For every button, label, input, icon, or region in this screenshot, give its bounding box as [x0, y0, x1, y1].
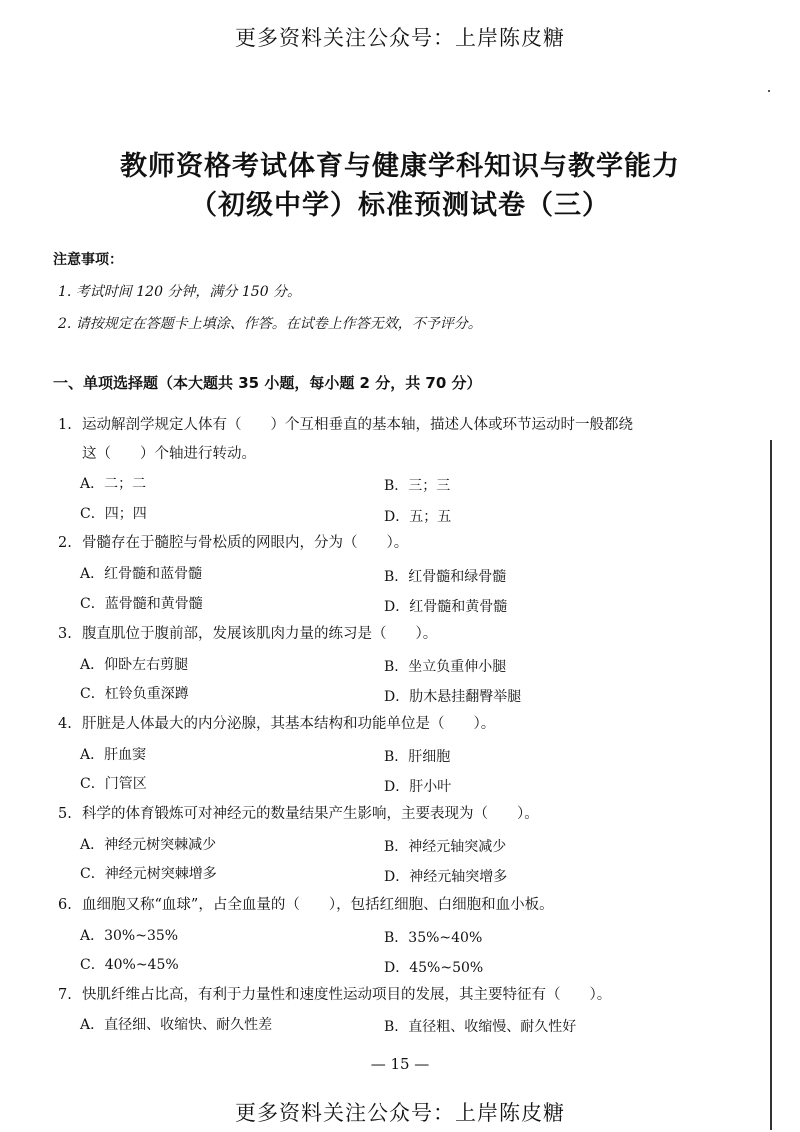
question-1-option-d: D．五；五: [384, 509, 452, 525]
question-number: 1.: [58, 417, 72, 433]
question-5-option-a: A．神经元树突棘减少: [80, 837, 217, 853]
notice-heading: 注意事项：: [53, 252, 123, 268]
question-6-option-a: A．30%~35%: [80, 928, 179, 944]
question-1-option-c: C．四；四: [80, 506, 147, 522]
question-5-option-d: D．神经元轴突增多: [384, 869, 508, 885]
question-7: [58, 985, 611, 1005]
question-5: [58, 804, 539, 824]
question-1: [58, 415, 633, 435]
question-stem: 腹直肌位于腹前部，发展该肌肉力量的练习是（ ）。: [82, 626, 438, 642]
notice-item-2: 2. 请按规定在答题卡上填涂、作答。在试卷上作答无效，不予评分。: [58, 316, 482, 332]
question-stem: 快肌纤维占比高，有利于力量性和速度性运动项目的发展，其主要特征有（ ）。: [82, 987, 612, 1003]
question-number: 5.: [58, 806, 72, 822]
question-3-option-c: C．杠铃负重深蹲: [80, 686, 189, 702]
question-1-stem-cont: 这（ ）个轴进行转动。: [82, 446, 256, 462]
notice-item-1: 1. 考试时间 120 分钟，满分 150 分。: [58, 284, 302, 300]
question-stem: 科学的体育锻炼可对神经元的数量结果产生影响，主要表现为（ ）。: [82, 806, 539, 822]
watermark-bottom: 更多资料关注公众号：上岸陈皮糖: [235, 1101, 565, 1125]
exam-title-line2: （初级中学）标准预测试卷（三）: [190, 190, 610, 221]
question-4-option-d: D．肝小叶: [384, 779, 452, 795]
question-2-option-a: A．红骨髓和蓝骨髓: [80, 566, 203, 582]
question-3-option-a: A．仰卧左右剪腿: [80, 657, 189, 673]
question-1-option-b: B．三；三: [384, 478, 451, 494]
question-2: [58, 533, 408, 553]
scan-speck: [768, 90, 770, 92]
question-stem: 骨髓存在于髓腔与骨松质的网眼内，分为（ ）。: [82, 535, 409, 551]
question-2-option-c: C．蓝骨髓和黄骨髓: [80, 596, 203, 612]
question-number: 3.: [58, 626, 72, 642]
question-3: [58, 624, 437, 644]
question-4-option-a: A．肝血窦: [80, 747, 147, 763]
question-3-option-d: D．肋木悬挂翻臀举腿: [384, 689, 522, 705]
question-4-option-c: C．门管区: [80, 776, 147, 792]
question-4: [58, 714, 495, 734]
question-2-option-b: B．红骨髓和绿骨髓: [384, 569, 507, 585]
question-number: 6.: [58, 897, 72, 913]
question-1-option-a: A．二；二: [80, 476, 147, 492]
watermark-top: 更多资料关注公众号：上岸陈皮糖: [235, 26, 565, 50]
section-heading: 一、单项选择题（本大题共 35 小题，每小题 2 分，共 70 分）: [53, 374, 482, 392]
scan-edge-line: [770, 440, 772, 1130]
question-7-option-a: A．直径细、收缩快、耐久性差: [80, 1017, 273, 1033]
question-stem: 血细胞又称“血球”，占全血量的（ ），包括红细胞、白细胞和血小板。: [82, 897, 554, 913]
page-number: — 15 —: [370, 1055, 430, 1073]
question-6: [58, 895, 554, 915]
question-number: 2.: [58, 535, 72, 551]
question-stem: 运动解剖学规定人体有（ ）个互相垂直的基本轴，描述人体或环节运动时一般都绕: [82, 417, 633, 433]
question-6-option-b: B．35%~40%: [384, 930, 483, 946]
question-number: 7.: [58, 987, 72, 1003]
question-3-option-b: B．坐立负重伸小腿: [384, 659, 507, 675]
question-7-option-b: B．直径粗、收缩慢、耐久性好: [384, 1019, 577, 1035]
question-2-option-d: D．红骨髓和黄骨髓: [384, 599, 508, 615]
question-5-option-c: C．神经元树突棘增多: [80, 866, 217, 882]
question-5-option-b: B．神经元轴突减少: [384, 839, 507, 855]
question-number: 4.: [58, 716, 72, 732]
question-6-option-c: C．40%~45%: [80, 957, 179, 973]
question-6-option-d: D．45%~50%: [384, 960, 484, 976]
exam-title-line1: 教师资格考试体育与健康学科知识与教学能力: [120, 151, 680, 182]
question-stem: 肝脏是人体最大的内分泌腺，其基本结构和功能单位是（ ）。: [82, 716, 496, 732]
question-4-option-b: B．肝细胞: [384, 749, 451, 765]
